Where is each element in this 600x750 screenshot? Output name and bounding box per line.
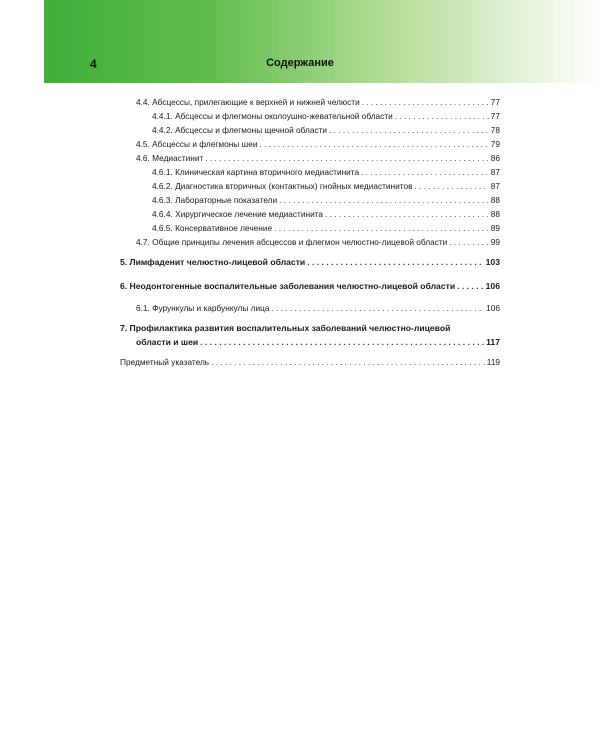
dot-leader: [415, 180, 489, 192]
dot-leader: [457, 280, 484, 292]
toc-entry-label: 4.6.3. Лабораторные показатели: [152, 195, 278, 205]
page-title: Содержание: [266, 57, 334, 69]
page-number: 4: [90, 57, 97, 71]
dot-leader: [279, 194, 489, 206]
toc-entry-page: 99: [490, 237, 500, 247]
toc-entry-page: 79: [490, 139, 500, 149]
toc-entry[interactable]: [152, 110, 500, 122]
toc-entry-label: 4.7. Общие принципы лечения абсцессов и флегмон челюстно-лицевой области: [136, 237, 448, 247]
toc-entry[interactable]: [136, 236, 500, 248]
toc-entry-page: 77: [490, 111, 500, 121]
toc-entry-label: 4.6.4. Хирургическое лечение медиастинита: [152, 209, 324, 219]
toc-entry[interactable]: [152, 222, 500, 234]
toc-chapter-label: области и шеи: [136, 337, 199, 347]
toc-entry-page: 88: [490, 195, 500, 205]
dot-leader: [395, 110, 489, 122]
toc-entry-label: 4.5. Абсцессы и флегмоны шеи: [136, 139, 258, 149]
dot-leader: [271, 302, 484, 314]
toc-entry[interactable]: [152, 166, 500, 178]
toc-entry-label: 4.4.2. Абсцессы и флегмоны щечной области: [152, 125, 328, 135]
toc-entry-label: 4.4. Абсцессы, прилегающие к верхней и нижней челюсти: [136, 97, 360, 107]
toc-entry-label: 4.4.1. Абсцессы и флегмоны околоушно-жевательной области: [152, 111, 393, 121]
toc-entry[interactable]: [152, 124, 500, 136]
toc-entry-label: 6.1. Фурункулы и карбункулы лица: [136, 303, 270, 313]
toc-entry-page: 77: [490, 97, 500, 107]
header-banner: [44, 0, 600, 83]
toc-chapter-label: 6. Неодонтогенные воспалительные заболевания челюстно-лицевой области: [120, 281, 456, 291]
toc-entry[interactable]: [152, 180, 500, 192]
toc-entry-page: 88: [490, 209, 500, 219]
toc-entry-label: 4.6.1. Клиническая картина вторичного медиастинита: [152, 167, 360, 177]
dot-leader: [274, 222, 489, 234]
toc-entry-page: 78: [490, 125, 500, 135]
toc-entry-page: 119: [486, 357, 500, 367]
dot-leader: [362, 96, 489, 108]
dot-leader: [259, 138, 488, 150]
dot-leader: [205, 152, 488, 164]
toc-chapter-page: 103: [485, 257, 500, 267]
toc-entry[interactable]: [136, 302, 500, 314]
toc-entry[interactable]: [136, 138, 500, 150]
toc-entry-page: 86: [490, 153, 500, 163]
toc-entry-page: 106: [486, 303, 500, 313]
dot-leader: [307, 256, 483, 268]
dot-leader: [200, 336, 484, 348]
toc-entry-page: 89: [490, 223, 500, 233]
dot-leader: [449, 236, 488, 248]
dot-leader: [325, 208, 489, 220]
toc-entry-page: 87: [490, 167, 500, 177]
toc-entry[interactable]: [152, 194, 500, 206]
dot-leader: [329, 124, 489, 136]
toc-entry-label: 4.6. Медиастинит: [136, 153, 204, 163]
toc-chapter-page: 117: [486, 337, 500, 347]
toc-entry-label: 4.6.5. Консервативное лечение: [152, 223, 273, 233]
toc-entry[interactable]: [136, 152, 500, 164]
dot-leader: [361, 166, 489, 178]
toc-entry[interactable]: [152, 208, 500, 220]
toc-entry[interactable]: [120, 356, 500, 368]
toc-entry-page: 87: [490, 181, 500, 191]
toc-entry-label: Предметный указатель: [120, 357, 210, 367]
toc-chapter[interactable]: [120, 280, 500, 292]
toc-chapter-label: 5. Лимфаденит челюстно-лицевой области: [120, 257, 306, 267]
toc-entry[interactable]: [136, 96, 500, 108]
toc-entry-label: 4.6.2. Диагностика вторичных (контактных) гнойных медиастинитов: [152, 181, 413, 191]
toc-chapter-page: 106: [485, 281, 500, 291]
toc-chapter[interactable]: [120, 256, 500, 268]
toc-chapter-line1[interactable]: 7. Профилактика развития воспалительных заболеваний челюстно-лицевой: [120, 323, 451, 333]
toc-chapter[interactable]: [136, 336, 500, 348]
dot-leader: [211, 356, 485, 368]
